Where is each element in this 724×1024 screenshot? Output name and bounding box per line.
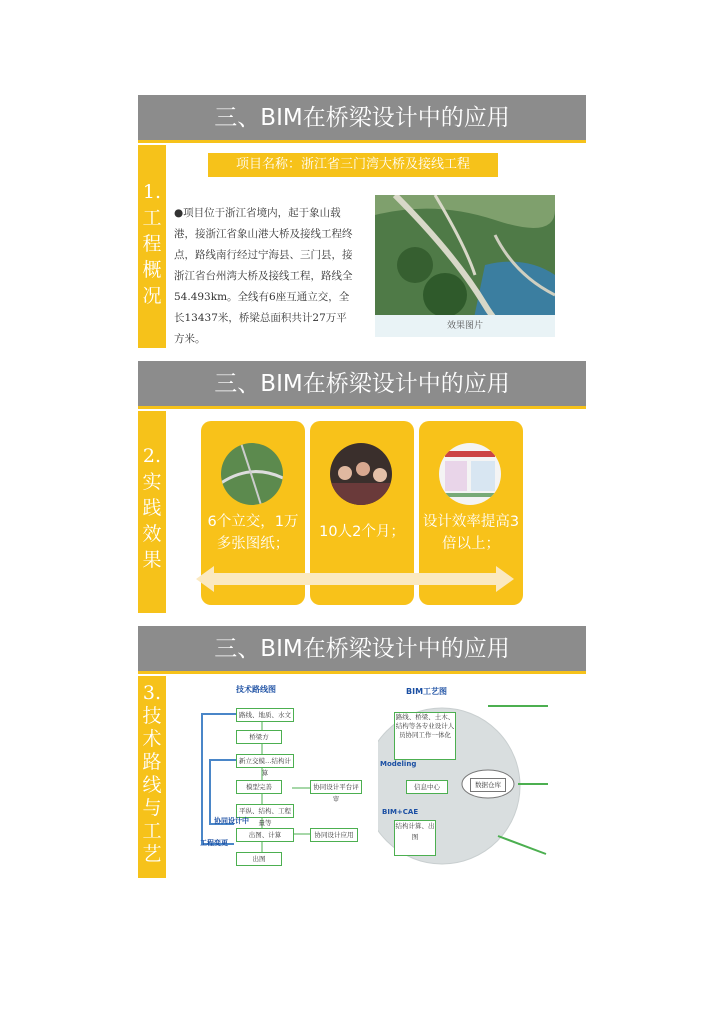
side-label-char: 实 [142,471,162,493]
database-cylinder: 数据仓库 [470,778,506,792]
side-label-char: 术 [142,728,162,750]
interchange-photo-icon [221,443,283,505]
side-label-char: 工 [142,207,162,229]
result-text: 6个立交，1万多张图纸； [207,514,299,552]
diagram-title: 技术路线图 [236,685,276,694]
side-label-char: 况 [142,285,162,307]
side-label-char: 践 [142,497,162,519]
side-label-char: 技 [142,705,162,727]
route-label: 协同设计中 [214,817,249,825]
result-text: 设计效率提高3倍以上； [422,514,520,552]
slide-practice-results [138,361,586,613]
modeling-label: Modeling [380,760,417,768]
result-text: 10人2个月； [319,524,405,540]
side-label-char: 3. [142,682,162,704]
side-label-char: 效 [142,523,162,545]
side-label-char: 线 [142,774,162,796]
route-side-box: 协同设计平台评审 [310,780,362,794]
project-description: ●项目位于浙江省境内，起于象山载港，接浙江省象山港大桥及接线工程终点，路线南行经过宁海县、三门县，接浙江省台州湾大桥及接线工程，路线全54.493km。全线有6座互通立交，全长13437米，桥梁总面积共计27万平方米。 [174,207,353,345]
double-headed-arrow-icon [196,566,514,592]
cae-label: BIM+CAE [382,808,419,816]
software-screenshot-icon [439,443,501,505]
slide-project-overview [138,95,586,348]
route-step: 新立交模…结构计算 [236,754,294,768]
bim-participants-box: 路线、桥梁、土木、结构等各专业设计人员协同工作一体化 [394,712,456,760]
side-label-char: 1. [142,181,162,203]
side-label-char: 概 [142,259,162,281]
route-step: 桥梁方 [236,730,282,744]
side-label-char: 工 [142,820,162,842]
side-label-char: 程 [142,233,162,255]
side-label [138,145,166,348]
route-step: 路线、地质、水文 [236,708,294,722]
route-label: 工程变更 [200,839,228,847]
bim-process-diagram [378,686,558,871]
side-label-char: 路 [142,751,162,773]
side-label-char: 艺 [142,843,162,865]
route-step: 出图、计算 [236,828,294,842]
route-side-box: 协同设计应用 [310,828,358,842]
info-center-box: 信息中心 [406,780,448,794]
technical-route-diagram [198,684,363,874]
route-step: 模型完善 [236,780,282,794]
slide-banner: 三、BIM在桥梁设计中的应用 [138,626,586,674]
route-step: 平纵、结构、工程量等 [236,804,294,818]
side-label [138,676,166,878]
slide-banner: 三、BIM在桥梁设计中的应用 [138,361,586,409]
side-label [138,411,166,613]
photo-caption: 效果图片 [375,315,555,337]
team-photo-icon [330,443,392,505]
project-title: 项目名称：浙江省三门湾大桥及接线工程 [208,153,498,177]
side-label-char: 2. [142,445,162,467]
route-step: 出图 [236,852,282,866]
side-label-char: 与 [142,797,162,819]
diagram-title: BIM工艺图 [406,687,448,696]
bim-output-box: 结构计算、出图 [394,820,436,856]
side-label-char: 果 [142,549,162,571]
slide-tech-route [138,626,586,878]
slide-banner: 三、BIM在桥梁设计中的应用 [138,95,586,143]
